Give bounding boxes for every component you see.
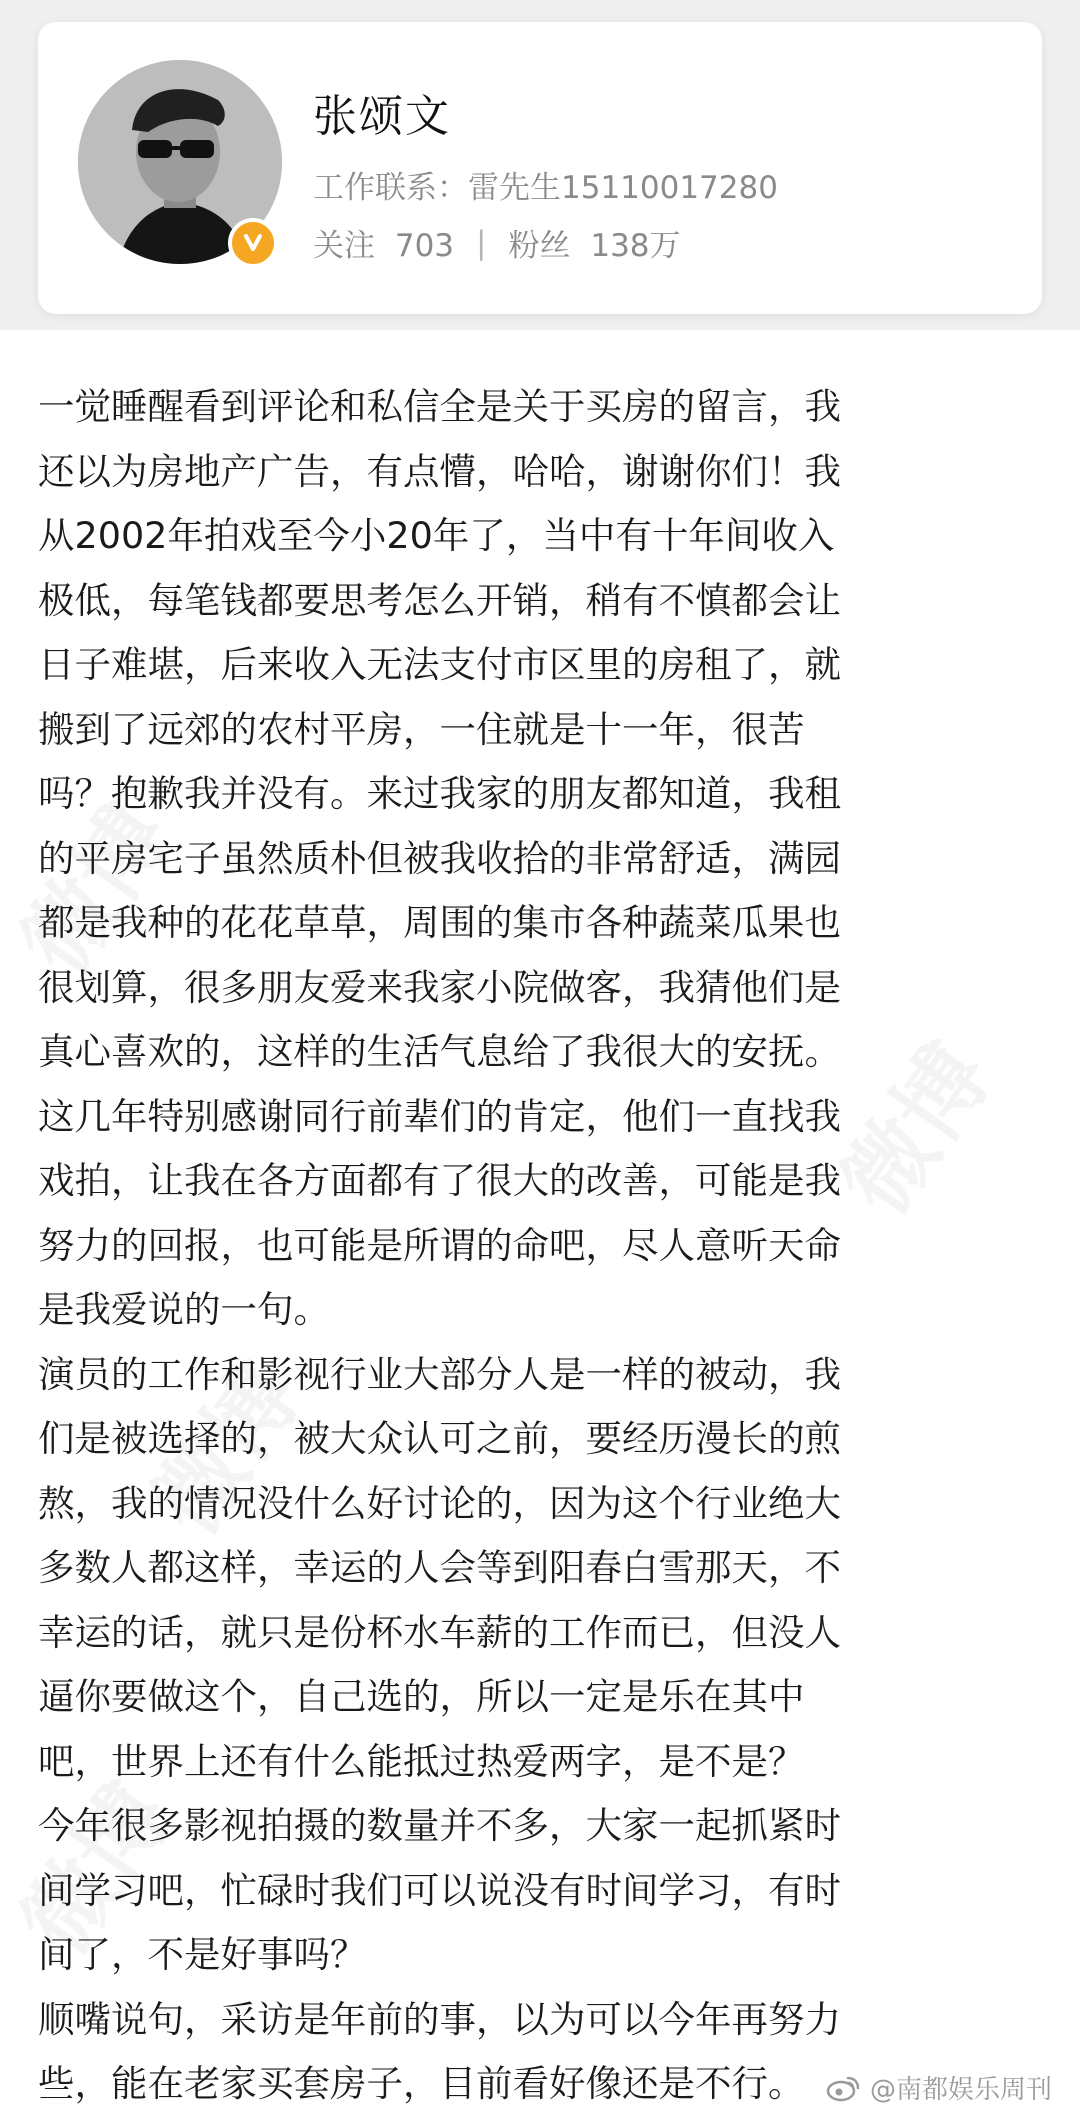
post-line: 都是我种的花花草草，周围的集市各种蔬菜瓜果也: [38, 901, 841, 944]
post-line: 戏拍，让我在各方面都有了很大的改善，可能是我: [38, 1159, 841, 1202]
source-label: @南都娱乐周刊: [869, 2075, 1052, 2105]
profile-contact: 工作联系：雷先生15110017280: [313, 170, 778, 206]
following-count: 703: [394, 228, 455, 264]
post-line: 日子难堪，后来收入无法支付市区里的房租了，就: [38, 643, 841, 686]
source-tag[interactable]: [826, 2069, 1052, 2106]
post-line: 很划算，很多朋友爱来我家小院做客，我猜他们是: [38, 965, 841, 1009]
post-line: 搬到了远郊的农村平房，一住就是十一年，很苦: [38, 707, 805, 751]
post-line: 些，能在老家买套房子，目前看好像还是不行。: [38, 2062, 805, 2105]
post-line: 间了，不是好事吗？: [38, 1933, 367, 1976]
post-line: 幸运的话，就只是份杯水车薪的工作而已，但没人: [38, 1610, 841, 1654]
profile-name[interactable]: 张颂文: [313, 91, 451, 142]
post-line: 多数人都这样，幸运的人会等到阳春白雪那天，不: [38, 1546, 841, 1589]
post-line: 熬，我的情况没什么好讨论的，因为这个行业绝大: [38, 1481, 841, 1525]
profile-stats: [313, 220, 681, 265]
post-line: 顺嘴说句，采访是年前的事，以为可以今年再努力: [38, 1997, 841, 2041]
post-line: 是我爱说的一句。: [38, 1288, 330, 1331]
post-line: 们是被选择的，被大众认可之前，要经历漫长的煎: [38, 1417, 841, 1460]
followers-label: 粉丝: [508, 228, 571, 264]
followers-count: 138万: [590, 228, 681, 264]
stats-separator: |: [476, 224, 487, 261]
post-line: 间学习吧，忙碌时我们可以说没有时间学习，有时: [38, 1868, 841, 1912]
post-line: 吗？抱歉我并没有。来过我家的朋友都知道，我租: [38, 772, 841, 815]
following-label: 关注: [313, 228, 375, 264]
post-line: 努力的回报，也可能是所谓的命吧，尽人意听天命: [38, 1223, 841, 1267]
followers-stat[interactable]: [508, 220, 680, 265]
post-line: 从2002年拍戏至今小20年了，当中有十年间收入: [38, 514, 835, 557]
post-line: 吧，世界上还有什么能抵过热爱两字，是不是？: [38, 1739, 805, 1783]
post-line: 一觉睡醒看到评论和私信全是关于买房的留言，我: [38, 385, 841, 428]
post-line: 今年很多影视拍摄的数量并不多，大家一起抓紧时: [38, 1804, 841, 1847]
following-stat[interactable]: [313, 220, 454, 265]
post-line: 演员的工作和影视行业大部分人是一样的被动，我: [38, 1352, 841, 1396]
weibo-icon: [826, 2074, 860, 2102]
post-line: 极低，每笔钱都要思考怎么开销，稍有不慎都会让: [38, 578, 841, 622]
post-line: 还以为房地产广告，有点懵，哈哈，谢谢你们！我: [38, 449, 841, 493]
post-line: 这几年特别感谢同行前辈们的肯定，他们一直找我: [38, 1094, 841, 1138]
profile-card[interactable]: [38, 22, 1042, 314]
verified-badge-icon: [228, 218, 278, 268]
post-line: 真心喜欢的，这样的生活气息给了我很大的安抚。: [38, 1030, 841, 1073]
post-line: 的平房宅子虽然质朴但被我收拾的非常舒适，满园: [38, 836, 841, 880]
post-body: [38, 375, 1048, 2117]
post-line: 逼你要做这个，自己选的，所以一定是乐在其中: [38, 1675, 805, 1718]
